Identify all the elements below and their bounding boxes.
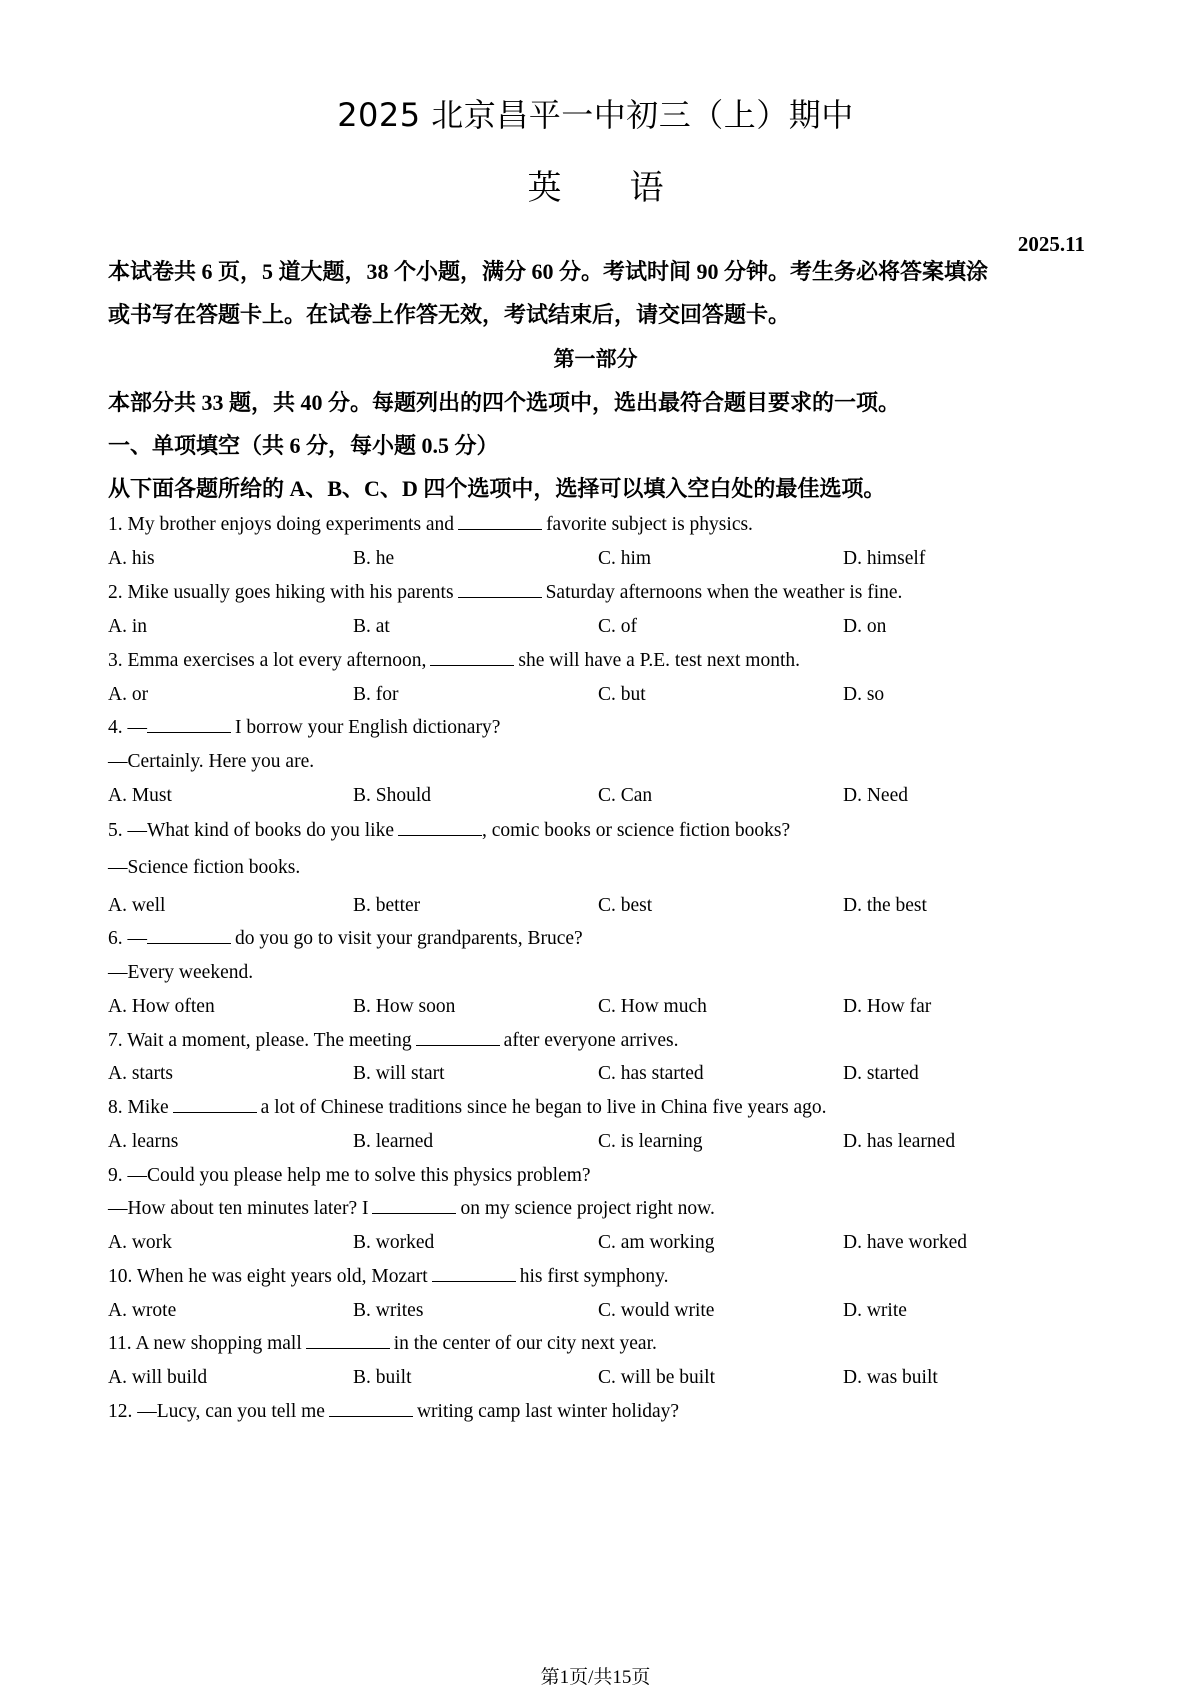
question-10: 10. When he was eight years old, Mozart his first symphony. [108, 1266, 669, 1287]
option-c: C. but [598, 684, 646, 705]
question-9: 9. —Could you please help me to solve this physics problem? [108, 1165, 591, 1186]
option-a: A. work [108, 1232, 172, 1253]
answer-blank [432, 1280, 516, 1282]
option-b: B. at [353, 616, 390, 637]
subject-char-1: 英 [527, 168, 562, 208]
answer-blank [398, 834, 482, 836]
question-6: 6. — do you go to visit your grandparents, Bruce? [108, 928, 583, 949]
answer-blank [147, 942, 231, 944]
answer-blank [306, 1347, 390, 1349]
option-c: C. of [598, 616, 637, 637]
option-a: A. his [108, 548, 155, 569]
option-c: C. would write [598, 1300, 715, 1321]
option-b: B. built [353, 1367, 412, 1388]
part-title: 第一部分 [553, 347, 638, 371]
option-c: C. Can [598, 785, 653, 806]
question-7: 7. Wait a moment, please. The meeting after everyone arrives. [108, 1030, 679, 1051]
option-c: C. am working [598, 1232, 715, 1253]
option-a: A. Must [108, 785, 172, 806]
section-description: 从下面各题所给的 A、B、C、D 四个选项中，选择可以填入空白处的最佳选项。 [108, 476, 886, 501]
option-c: C. will be built [598, 1367, 715, 1388]
option-d: D. has learned [843, 1131, 956, 1152]
option-a: A. How often [108, 996, 215, 1017]
answer-blank [458, 528, 542, 530]
question-9-options [108, 1232, 1108, 1258]
question-6-reply: —Every weekend. [108, 962, 254, 983]
question-7-options [108, 1063, 1108, 1089]
instructions-line-2: 或书写在答题卡上。在试卷上作答无效，考试结束后，请交回答题卡。 [108, 302, 791, 327]
question-10-options [108, 1300, 1108, 1326]
option-b: B. learned [353, 1131, 434, 1152]
question-2: 2. Mike usually goes hiking with his parents Saturday afternoons when the weather is fine. [108, 582, 903, 603]
option-d: D. How far [843, 996, 932, 1017]
subject-char-2: 语 [629, 168, 664, 208]
question-4-options [108, 785, 1108, 811]
question-5-reply: —Science fiction books. [108, 857, 301, 878]
question-4: 4. — I borrow your English dictionary? [108, 717, 501, 738]
answer-blank [372, 1212, 456, 1214]
option-b: B. writes [353, 1300, 424, 1321]
answer-blank [147, 731, 231, 733]
option-a: A. starts [108, 1063, 173, 1084]
question-11: 11. A new shopping mall in the center of our city next year. [108, 1333, 657, 1354]
option-a: A. or [108, 684, 149, 705]
option-c: C. best [598, 895, 653, 916]
question-3: 3. Emma exercises a lot every afternoon, she will have a P.E. test next month. [108, 650, 801, 671]
option-b: B. better [353, 895, 421, 916]
exam-date: 2025.11 [1017, 232, 1085, 256]
option-b: B. worked [353, 1232, 435, 1253]
question-5: 5. —What kind of books do you like , comic books or science fiction books? [108, 820, 791, 841]
question-9-reply: —How about ten minutes later? I on my science project right now. [108, 1198, 715, 1219]
option-c: C. him [598, 548, 652, 569]
question-1: 1. My brother enjoys doing experiments and favorite subject is physics. [108, 514, 753, 535]
option-a: A. in [108, 616, 147, 637]
question-3-options [108, 684, 1108, 710]
subject-title [0, 160, 1191, 209]
question-8-options [108, 1131, 1108, 1157]
option-b: B. How soon [353, 996, 456, 1017]
option-b: B. for [353, 684, 399, 705]
question-8: 8. Mike a lot of Chinese traditions since he began to live in China five years ago. [108, 1097, 827, 1118]
option-d: D. himself [843, 548, 926, 569]
question-6-options [108, 996, 1108, 1022]
option-c: C. has started [598, 1063, 704, 1084]
question-2-options [108, 616, 1108, 642]
question-11-options [108, 1367, 1108, 1393]
option-a: A. will build [108, 1367, 208, 1388]
option-d: D. write [843, 1300, 907, 1321]
answer-blank [430, 664, 514, 666]
answer-blank [173, 1111, 257, 1113]
option-a: A. wrote [108, 1300, 177, 1321]
answer-blank [416, 1044, 500, 1046]
answer-blank [458, 596, 542, 598]
option-b: B. he [353, 548, 395, 569]
page-indicator: 第1页/共15页 [540, 1667, 651, 1688]
option-b: B. Should [353, 785, 432, 806]
option-d: D. Need [843, 785, 908, 806]
option-d: D. so [843, 684, 885, 705]
answer-blank [329, 1415, 413, 1417]
part-description: 本部分共 33 题，共 40 分。每题列出的四个选项中，选出最符合题目要求的一项。 [108, 390, 901, 415]
option-b: B. will start [353, 1063, 445, 1084]
option-d: D. the best [843, 895, 927, 916]
instructions-line-1: 本试卷共 6 页，5 道大题，38 个小题，满分 60 分。考试时间 90 分钟。考生务必将答案填涂 [108, 259, 989, 284]
option-c: C. is learning [598, 1131, 703, 1152]
option-a: A. learns [108, 1131, 179, 1152]
question-12: 12. —Lucy, can you tell me writing camp last winter holiday? [108, 1401, 680, 1422]
option-a: A. well [108, 895, 166, 916]
question-1-options [108, 548, 1108, 574]
exam-title: 2025 北京昌平一中初三（上）期中 [337, 96, 854, 134]
option-d: D. have worked [843, 1232, 967, 1253]
question-4-reply: —Certainly. Here you are. [108, 751, 315, 772]
option-d: D. on [843, 616, 887, 637]
option-d: D. started [843, 1063, 919, 1084]
option-d: D. was built [843, 1367, 938, 1388]
question-5-options [108, 895, 1108, 921]
section-title: 一、单项填空（共 6 分，每小题 0.5 分） [108, 433, 499, 458]
option-c: C. How much [598, 996, 707, 1017]
